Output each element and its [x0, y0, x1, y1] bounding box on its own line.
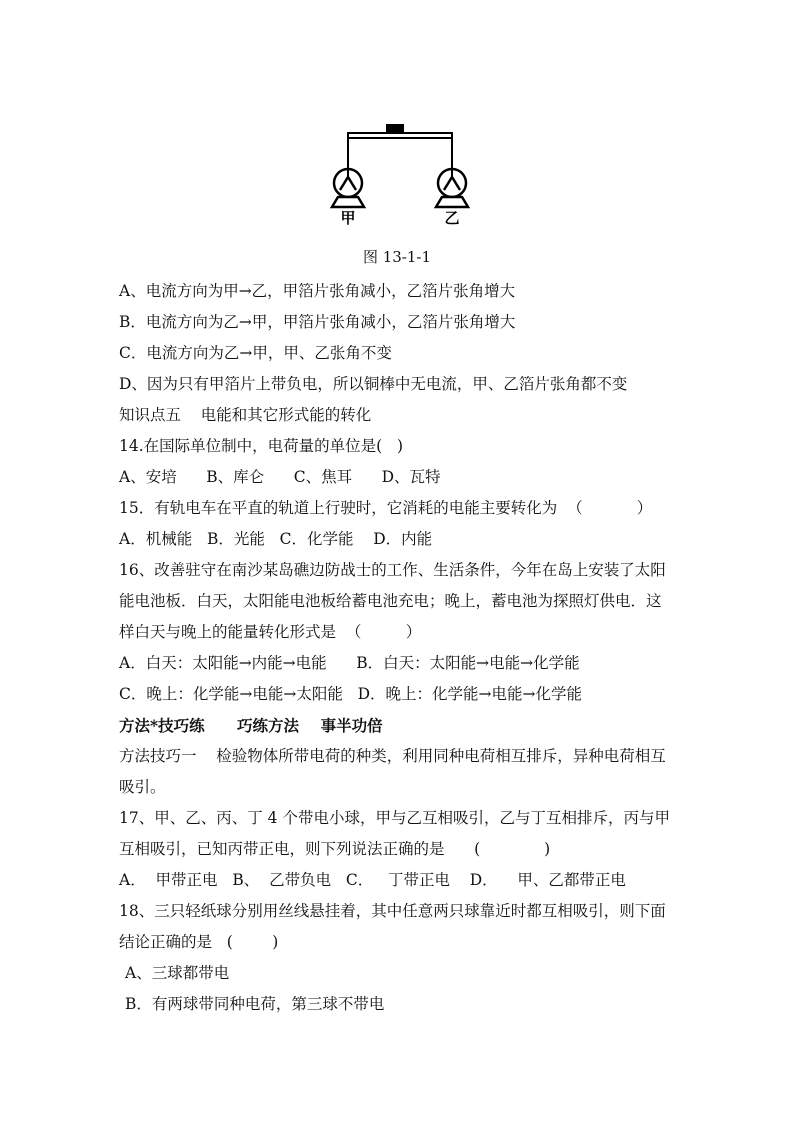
option-line: A．机械能 B．光能 C．化学能 D．内能 — [119, 530, 433, 548]
option-line: A． 甲带正电 B、 乙带负电 C． 丁带正电 D． 甲、乙都带正电 — [119, 871, 626, 889]
question-line: 结论正确的是 ( ) — [119, 933, 279, 951]
method-heading: 方法*技巧练 巧练方法 事半功倍 — [119, 716, 383, 735]
question-line: 15．有轨电车在平直的轨道上行驶时，它消耗的电能主要转化为 （ ） — [119, 499, 653, 517]
option-line: A、安培 B、库仑 C、焦耳 D、瓦特 — [119, 468, 441, 486]
option-line: B．电流方向为乙→甲，甲箔片张角减小，乙箔片张角增大 — [119, 313, 516, 331]
question-line: 互相吸引，已知丙带正电，则下列说法正确的是 ( ) — [119, 840, 551, 858]
rod-handle — [386, 124, 404, 134]
question-line: 18、三只轻纸球分别用丝线悬挂着，其中任意两只球靠近时都互相吸引，则下面 — [119, 902, 666, 920]
label-left: 甲 — [340, 209, 356, 225]
question-line: 能电池板．白天，太阳能电池板给蓄电池充电；晚上，蓄电池为探照灯供电．这 — [119, 592, 662, 610]
method-line: 方法技巧一 检验物体所带电荷的种类，利用同种电荷相互排斥，异种电荷相互 — [119, 747, 666, 765]
figure-caption: 图 13-1-1 — [362, 248, 432, 266]
option-line: C．电流方向为乙→甲，甲、乙张角不变 — [119, 344, 392, 362]
section-heading: 知识点五 电能和其它形式能的转化 — [119, 406, 372, 424]
question-line: 16、改善驻守在南沙某岛礁边防战士的工作、生活条件，今年在岛上安装了太阳 — [119, 561, 666, 579]
question-line: 17、甲、乙、丙、丁 4 个带电小球，甲与乙互相吸引，乙与丁互相排斥，丙与甲 — [119, 809, 670, 827]
option-line: D、因为只有甲箔片上带负电，所以铜棒中无电流，甲、乙箔片张角都不变 — [119, 375, 628, 393]
option-line: A．白天：太阳能→内能→电能 B．白天：太阳能→电能→化学能 — [119, 654, 580, 672]
electroscope-right — [436, 169, 468, 207]
label-right: 乙 — [444, 209, 460, 225]
option-line: A、三球都带电 — [125, 964, 230, 982]
question-text — [119, 276, 699, 1020]
option-line: C．晚上：化学能→电能→太阳能 D．晚上：化学能→电能→化学能 — [119, 685, 583, 703]
electroscope-left — [332, 169, 364, 207]
question-line: 样白天与晚上的能量转化形式是 （ ） — [119, 623, 422, 641]
electroscope-diagram — [320, 115, 470, 225]
electroscope-figure — [320, 115, 470, 225]
method-line: 吸引。 — [119, 778, 166, 796]
option-line: B．有两球带同种电荷，第三球不带电 — [125, 995, 385, 1013]
question-line: 14.在国际单位制中，电荷量的单位是( ) — [119, 437, 404, 455]
option-line: A、电流方向为甲→乙，甲箔片张角减小，乙箔片张角增大 — [119, 282, 516, 300]
